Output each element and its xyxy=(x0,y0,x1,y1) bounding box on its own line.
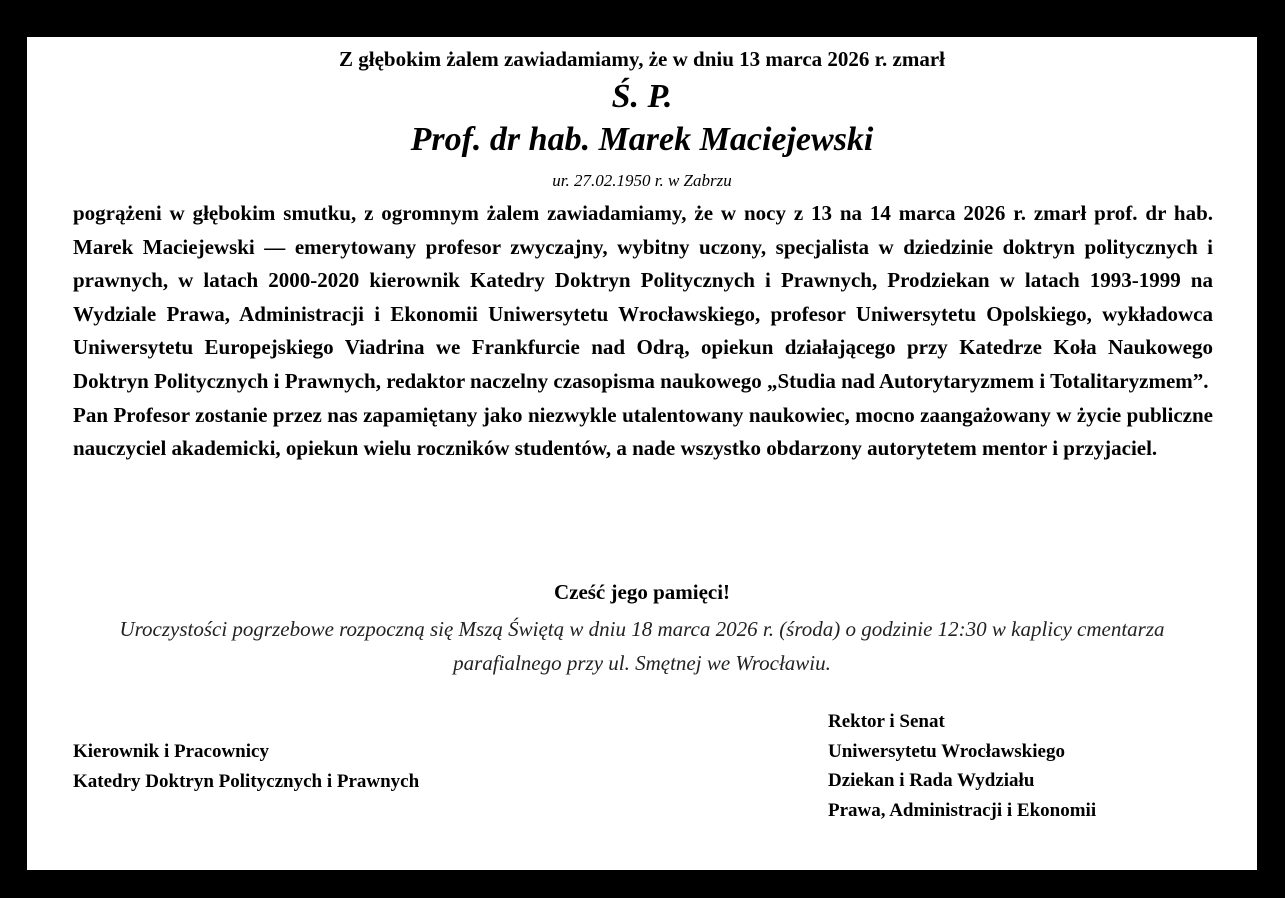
signature-line: Katedry Doktryn Politycznych i Prawnych xyxy=(73,770,420,792)
signature-line: Dziekan i Rada Wydziału xyxy=(828,770,1035,791)
obituary-paragraph-1: pogrążeni w głębokim smutku, z ogromnym żalem zawiadamiamy, że w nocy z 13 na 14 marca 2026 r. zmarł prof. dr hab. Marek Maciejewski — emerytowany profesor zwyczajny, wybitny uczony, specjalista w dziedzinie doktryn politycznych i prawnych, w latach 2000-2020 kierownik Katedry Doktryn Politycznych i Prawnych, Prodziekan w latach 1993-1999 na Wydziale Prawa, Administracji i Ekonomii Uniwersytetu Wrocławskiego, profesor Uniwersytetu Opolskiego, wykładowca Uniwersytetu Europejskiego Viadrina we Frankfurcie nad Odrą, opiekun działającego przy Katedrze Koła Naukowego Doktryn Politycznych i Prawnych, redaktor naczelny czasopisma naukowego „Studia nad Autorytaryzmem i Totalitaryzmem”. xyxy=(73,201,1213,393)
deceased-name: Prof. dr hab. Marek Maciejewski xyxy=(410,121,874,158)
honor-line: Cześć jego pamięci! xyxy=(553,580,731,604)
obituary-body xyxy=(73,197,1213,466)
funeral-info: Uroczystości pogrzebowe rozpoczną się Mszą Świętą w dniu 18 marca 2026 r. (środa) o godzinie 12:30 w kaplicy cmentarza parafialnego przy ul. Smętnej we Wrocławiu. xyxy=(119,617,1165,675)
obituary-paragraph-2: Pan Profesor zostanie przez nas zapamiętany jako niezwykle utalentowany naukowiec, mocno zaangażowany w życie publiczne nauczyciel akademicki, opiekun wielu roczników studentów, a nade wszystko obdarzony autorytetem mentor i przyjaciel. xyxy=(73,402,1213,461)
obituary-notice xyxy=(27,37,1257,870)
announcement-line: Z głębokim żalem zawiadamiamy, że w dniu 13 marca 2026 r. zmarł xyxy=(338,47,946,71)
sp-title: Ś. P. xyxy=(611,78,673,115)
signature-right xyxy=(828,707,1096,825)
signature-line: Kierownik i Pracownicy xyxy=(73,741,269,762)
signature-line: Prawa, Administracji i Ekonomii xyxy=(828,799,1097,821)
signature-line: Rektor i Senat xyxy=(828,711,945,732)
signature-left xyxy=(73,737,419,796)
signature-line: Uniwersytetu Wrocławskiego xyxy=(828,740,1065,762)
birth-info: ur. 27.02.1950 r. w Zabrzu xyxy=(552,171,732,190)
